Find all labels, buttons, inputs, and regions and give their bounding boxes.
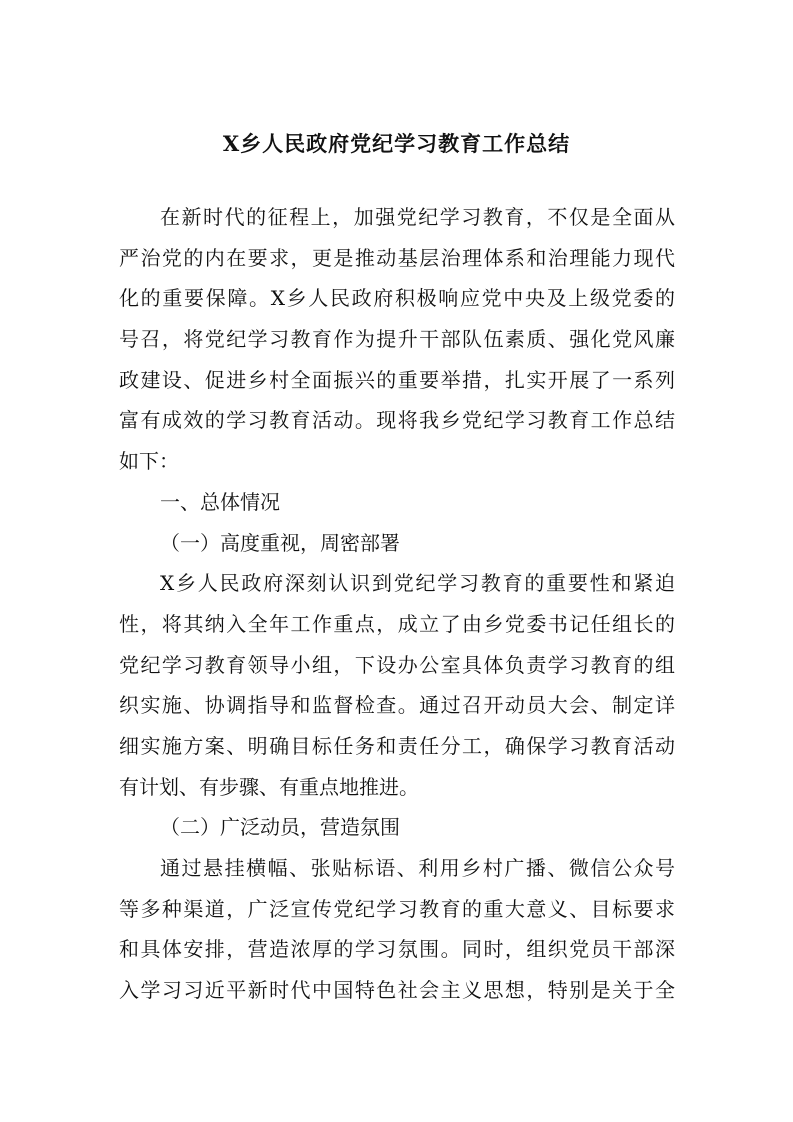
paragraph-line: 严治党的内在要求，更是推动基层治理体系和治理能力现代 — [119, 245, 675, 270]
paragraph-line: 入学习习近平新时代中国特色社会主义思想，特别是关于全 — [119, 978, 675, 1003]
paragraph-line: 党纪学习教育领导小组，下设办公室具体负责学习教育的组 — [119, 652, 675, 677]
paragraph-line: 有计划、有步骤、有重点地推进。 — [119, 774, 419, 799]
paragraph-line: 性，将其纳入全年工作重点，成立了由乡党委书记任组长的 — [119, 611, 675, 636]
paragraph-line: 如下： — [119, 449, 179, 474]
paragraph-line: 化的重要保障。X乡人民政府积极响应党中央及上级党委的 — [119, 286, 675, 311]
subsection-heading: （二）广泛动员，营造氛围 — [160, 815, 400, 840]
paragraph-line: 富有成效的学习教育活动。现将我乡党纪学习教育工作总结 — [119, 408, 675, 433]
paragraph-line: 在新时代的征程上，加强党纪学习教育，不仅是全面从 — [160, 205, 675, 229]
paragraph-line: 织实施、协调指导和监督检查。通过召开动员大会、制定详 — [119, 693, 675, 718]
document-title: X乡人民政府党纪学习教育工作总结 — [222, 131, 571, 156]
paragraph-line: 号召，将党纪学习教育作为提升干部队伍素质、强化党风廉 — [119, 327, 675, 352]
paragraph-line: 和具体安排，营造浓厚的学习氛围。同时，组织党员干部深 — [119, 937, 675, 962]
document-body — [119, 197, 675, 1011]
paragraph-line: 等多种渠道，广泛宣传党纪学习教育的重大意义、目标要求 — [119, 896, 675, 921]
paragraph-line: X乡人民政府深刻认识到党纪学习教育的重要性和紧迫 — [160, 571, 675, 596]
paragraph-line: 政建设、促进乡村全面振兴的重要举措，扎实开展了一系列 — [119, 367, 675, 392]
paragraph-line: 细实施方案、明确目标任务和责任分工，确保学习教育活动 — [119, 733, 675, 758]
paragraph-line: 通过悬挂横幅、张贴标语、利用乡村广播、微信公众号 — [160, 856, 675, 880]
section-heading: 一、总体情况 — [160, 489, 280, 514]
subsection-heading: （一）高度重视，周密部署 — [160, 530, 400, 555]
